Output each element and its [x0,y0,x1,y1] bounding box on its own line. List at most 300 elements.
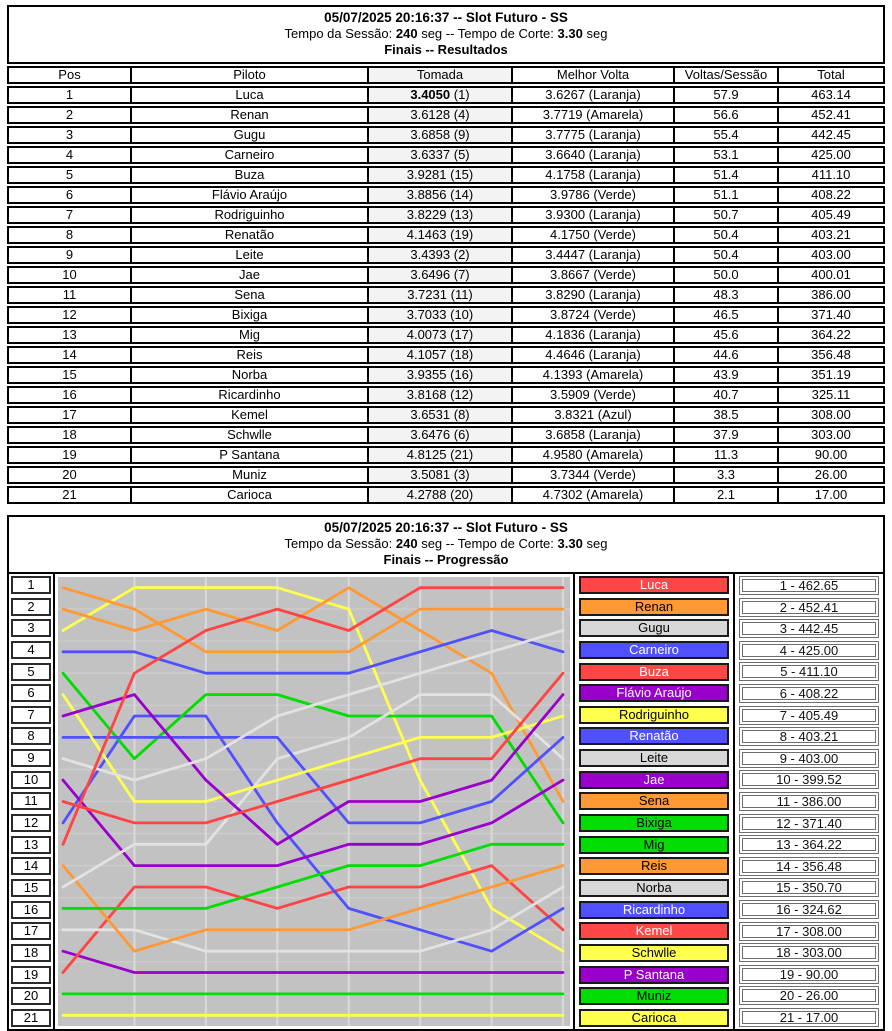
tomada-rank: (15) [450,167,474,182]
legend-name-box: Buza [579,663,729,681]
table-row [7,446,885,464]
results-subtitle: Finais -- Resultados [384,42,508,57]
tempo-mid: seg -- Tempo de Corte: [421,26,554,41]
table-row [7,346,885,364]
tomada-value: 3.6496 [410,267,451,282]
legend-score-value: 17 - 308.00 [742,925,876,938]
position-box: 19 [11,966,51,984]
cell-tomada [369,326,513,344]
cell-piloto: P Santana [132,446,369,464]
cell-tomada [369,146,513,164]
cell-piloto: Buza [132,166,369,184]
legend-score-box [739,749,879,768]
legend-score-value: 10 - 399.52 [742,773,876,786]
cell-piloto: Rodriguinho [132,206,369,224]
cell-piloto: Luca [132,86,369,104]
cell-tomada [369,286,513,304]
results-panel [7,5,885,506]
cell-tomada [369,106,513,124]
legend-score-box [739,684,879,703]
cell-pos: 17 [7,406,132,424]
cell-total: 425.00 [779,146,885,164]
cell-pos: 8 [7,226,132,244]
cell-tomada [369,266,513,284]
cell-total: 325.11 [779,386,885,404]
cell-total: 463.14 [779,86,885,104]
cell-pos: 10 [7,266,132,284]
legend-score-value: 12 - 371.40 [742,817,876,830]
cell-piloto: Jae [132,266,369,284]
cell-voltas: 46.5 [675,306,779,324]
legend-name-box: Muniz [579,987,729,1005]
legend-score-value: 13 - 364.22 [742,838,876,851]
column-header: Voltas/Sessão [675,66,779,84]
legend-score-box [739,814,879,833]
table-row [7,146,885,164]
cell-melhor-volta: 4.7302 (Amarela) [513,486,675,504]
cell-melhor-volta: 3.8321 (Azul) [513,406,675,424]
tomada-rank: (4) [453,107,470,122]
legend-score-value: 3 - 442.45 [742,622,876,635]
legend-name-box: Kemel [579,922,729,940]
legend-score-box [739,857,879,876]
cell-tomada [369,226,513,244]
cell-piloto: Sena [132,286,369,304]
tomada-value: 3.6337 [410,147,451,162]
cell-pos: 7 [7,206,132,224]
tomada-value: 3.7033 [406,307,447,322]
cell-total: 386.00 [779,286,885,304]
legend-score-value: 7 - 405.49 [742,709,876,722]
cell-melhor-volta: 4.1758 (Laranja) [513,166,675,184]
cell-voltas: 51.4 [675,166,779,184]
cell-voltas: 57.9 [675,86,779,104]
cell-melhor-volta: 3.5909 (Verde) [513,386,675,404]
legend-scores-column [735,574,883,1029]
position-box: 12 [11,814,51,832]
position-box: 4 [11,641,51,659]
tempo-value: 240 [395,536,418,551]
cell-tomada [369,166,513,184]
legend-names-column [575,574,735,1029]
legend-name-box: Rodriguinho [579,706,729,724]
cell-voltas: 50.0 [675,266,779,284]
cell-melhor-volta: 4.1750 (Verde) [513,226,675,244]
column-header: Melhor Volta [513,66,675,84]
cell-total: 408.22 [779,186,885,204]
legend-score-value: 6 - 408.22 [742,687,876,700]
tomada-rank: (17) [450,327,474,342]
cell-tomada [369,186,513,204]
table-row [7,386,885,404]
progression-chart [58,577,570,1026]
legend-score-box [739,619,879,638]
tomada-rank: (12) [450,387,474,402]
table-row [7,426,885,444]
cell-piloto: Carioca [132,486,369,504]
legend-score-box [739,598,879,617]
cell-tomada [369,426,513,444]
legend-score-value: 16 - 324.62 [742,903,876,916]
cell-tomada [369,406,513,424]
corte-value: 3.30 [557,536,583,551]
seg-suffix: seg [586,536,608,551]
tomada-value: 3.5081 [410,467,451,482]
table-row [7,206,885,224]
cell-piloto: Reis [132,346,369,364]
cell-tomada [369,446,513,464]
cell-total: 356.48 [779,346,885,364]
cell-pos: 19 [7,446,132,464]
tomada-value: 3.6858 [410,127,451,142]
table-row [7,266,885,284]
position-box: 9 [11,749,51,767]
legend-score-box [739,662,879,681]
position-box: 3 [11,619,51,637]
legend-score-box [739,835,879,854]
cell-melhor-volta: 4.1393 (Amarela) [513,366,675,384]
seg-suffix: seg [586,26,608,41]
cell-melhor-volta: 4.4646 (Laranja) [513,346,675,364]
table-row [7,366,885,384]
cell-pos: 14 [7,346,132,364]
tomada-value: 4.1463 [406,227,447,242]
legend-name-box: Sena [579,792,729,810]
legend-name-box: Renatão [579,727,729,745]
legend-score-box [739,943,879,962]
cell-piloto: Kemel [132,406,369,424]
cell-melhor-volta: 3.8667 (Verde) [513,266,675,284]
cell-pos: 6 [7,186,132,204]
cell-melhor-volta: 3.7719 (Amarela) [513,106,675,124]
table-row [7,186,885,204]
cell-total: 411.10 [779,166,885,184]
cell-voltas: 38.5 [675,406,779,424]
position-box: 17 [11,922,51,940]
cell-voltas: 3.3 [675,466,779,484]
position-box: 10 [11,771,51,789]
tomada-value: 4.0073 [406,327,447,342]
cell-tomada [369,346,513,364]
progression-body [9,574,883,1029]
cell-tomada [369,246,513,264]
tomada-value: 3.4393 [410,247,451,262]
position-box: 5 [11,663,51,681]
cell-melhor-volta: 3.8724 (Verde) [513,306,675,324]
position-box: 20 [11,987,51,1005]
cell-melhor-volta: 4.9580 (Amarela) [513,446,675,464]
legend-score-box [739,727,879,746]
cell-melhor-volta: 3.6640 (Laranja) [513,146,675,164]
cell-piloto: Renatão [132,226,369,244]
legend-score-box [739,900,879,919]
legend-name-box: Renan [579,598,729,616]
tomada-value: 3.6531 [410,407,451,422]
position-box: 18 [11,944,51,962]
cell-pos: 15 [7,366,132,384]
cell-pos: 2 [7,106,132,124]
cell-total: 351.19 [779,366,885,384]
legend-name-box: Luca [579,576,729,594]
cell-pos: 18 [7,426,132,444]
tomada-rank: (9) [453,127,470,142]
legend-score-box [739,922,879,941]
cell-tomada [369,466,513,484]
session-info [9,536,883,552]
tomada-value: 4.8125 [406,447,447,462]
legend-score-box [739,986,879,1005]
legend-score-box [739,792,879,811]
position-box: 14 [11,857,51,875]
cell-pos: 21 [7,486,132,504]
tomada-rank: (5) [453,147,470,162]
cell-melhor-volta: 3.6267 (Laranja) [513,86,675,104]
cell-piloto: Carneiro [132,146,369,164]
cell-voltas: 56.6 [675,106,779,124]
cell-piloto: Bixiga [132,306,369,324]
cell-total: 405.49 [779,206,885,224]
tomada-rank: (3) [453,467,470,482]
cell-total: 371.40 [779,306,885,324]
corte-value: 3.30 [557,26,583,41]
cell-pos: 13 [7,326,132,344]
cell-pos: 9 [7,246,132,264]
tomada-value: 3.6476 [410,427,451,442]
cell-melhor-volta: 3.9300 (Laranja) [513,206,675,224]
column-header: Total [779,66,885,84]
position-box: 7 [11,706,51,724]
cell-voltas: 50.7 [675,206,779,224]
legend-name-box: Schwlle [579,944,729,962]
legend-score-value: 21 - 17.00 [742,1011,876,1024]
column-header: Pos [7,66,132,84]
legend-name-box: Leite [579,749,729,767]
cell-tomada [369,366,513,384]
table-row [7,126,885,144]
legend-score-box [739,1008,879,1027]
cell-voltas: 50.4 [675,226,779,244]
cell-total: 26.00 [779,466,885,484]
cell-piloto: Mig [132,326,369,344]
tomada-rank: (13) [450,207,474,222]
tomada-rank: (1) [453,87,470,102]
cell-melhor-volta: 3.7344 (Verde) [513,466,675,484]
session-title: 05/07/2025 20:16:37 -- Slot Futuro - SS [324,520,568,535]
cell-pos: 12 [7,306,132,324]
cell-total: 17.00 [779,486,885,504]
position-box: 8 [11,727,51,745]
legend-score-value: 11 - 386.00 [742,795,876,808]
legend-name-box: Flávio Araújo [579,684,729,702]
cell-tomada [369,386,513,404]
tomada-value: 3.8229 [406,207,447,222]
tomada-rank: (7) [453,267,470,282]
cell-melhor-volta: 3.6858 (Laranja) [513,426,675,444]
legend-name-box: Gugu [579,619,729,637]
legend-score-box [739,641,879,660]
cell-voltas: 43.9 [675,366,779,384]
tempo-mid: seg -- Tempo de Corte: [421,536,554,551]
cell-piloto: Gugu [132,126,369,144]
legend-score-value: 9 - 403.00 [742,752,876,765]
cell-piloto: Ricardinho [132,386,369,404]
cell-total: 403.00 [779,246,885,264]
cell-melhor-volta: 3.4447 (Laranja) [513,246,675,264]
tomada-rank: (16) [450,367,474,382]
table-row [7,326,885,344]
progression-subtitle: Finais -- Progressão [383,552,509,567]
tempo-label: Tempo da Sessão: [284,26,393,41]
legend-score-value: 8 - 403.21 [742,730,876,743]
cell-total: 442.45 [779,126,885,144]
table-row [7,306,885,324]
cell-melhor-volta: 3.7775 (Laranja) [513,126,675,144]
cell-tomada [369,86,513,104]
table-row [7,486,885,504]
cell-voltas: 11.3 [675,446,779,464]
cell-piloto: Norba [132,366,369,384]
cell-total: 303.00 [779,426,885,444]
tomada-rank: (19) [450,227,474,242]
position-column [9,574,55,1029]
legend-name-box: Carneiro [579,641,729,659]
cell-melhor-volta: 3.8290 (Laranja) [513,286,675,304]
tempo-value: 240 [395,26,418,41]
cell-voltas: 48.3 [675,286,779,304]
table-row [7,226,885,244]
cell-total: 364.22 [779,326,885,344]
cell-total: 400.01 [779,266,885,284]
cell-piloto: Renan [132,106,369,124]
cell-tomada [369,306,513,324]
position-box: 15 [11,879,51,897]
cell-pos: 11 [7,286,132,304]
position-box: 21 [11,1009,51,1027]
legend-score-box [739,770,879,789]
cell-voltas: 45.6 [675,326,779,344]
legend-name-box: Ricardinho [579,901,729,919]
legend-score-value: 2 - 452.41 [742,601,876,614]
tomada-rank: (6) [453,427,470,442]
cell-voltas: 50.4 [675,246,779,264]
legend-score-value: 14 - 356.48 [742,860,876,873]
cell-total: 308.00 [779,406,885,424]
cell-pos: 4 [7,146,132,164]
legend-name-box: Mig [579,836,729,854]
cell-melhor-volta: 3.9786 (Verde) [513,186,675,204]
cell-total: 452.41 [779,106,885,124]
cell-pos: 20 [7,466,132,484]
tempo-label: Tempo da Sessão: [284,536,393,551]
legend-name-box: Bixiga [579,814,729,832]
position-box: 6 [11,684,51,702]
table-row [7,466,885,484]
column-header: Piloto [132,66,369,84]
results-title-block [7,5,885,64]
legend-name-box: Jae [579,771,729,789]
tomada-rank: (10) [450,307,474,322]
cell-pos: 1 [7,86,132,104]
tomada-rank: (20) [450,487,474,502]
table-row [7,286,885,304]
cell-piloto: Schwlle [132,426,369,444]
cell-voltas: 40.7 [675,386,779,404]
tomada-value: 4.1057 [406,347,447,362]
tomada-value: 4.2788 [406,487,447,502]
table-row [7,166,885,184]
cell-tomada [369,206,513,224]
legend-score-box [739,576,879,595]
results-table [7,64,885,506]
tomada-value: 3.8168 [406,387,447,402]
cell-piloto: Leite [132,246,369,264]
legend-score-box [739,965,879,984]
cell-voltas: 55.4 [675,126,779,144]
tomada-value: 3.4050 [410,87,451,102]
position-box: 11 [11,792,51,810]
chart-frame [55,574,575,1029]
legend-score-value: 20 - 26.00 [742,989,876,1002]
position-box: 1 [11,576,51,594]
legend-name-box: Reis [579,857,729,875]
tomada-value: 3.9355 [406,367,447,382]
cell-tomada [369,486,513,504]
table-row [7,406,885,424]
cell-melhor-volta: 4.1836 (Laranja) [513,326,675,344]
cell-piloto: Flávio Araújo [132,186,369,204]
legend-name-box: Carioca [579,1009,729,1027]
legend-score-box [739,878,879,897]
legend-score-value: 5 - 411.10 [742,665,876,678]
table-row [7,246,885,264]
legend-score-value: 19 - 90.00 [742,968,876,981]
cell-piloto: Muniz [132,466,369,484]
cell-voltas: 2.1 [675,486,779,504]
tomada-value: 3.9281 [406,167,447,182]
legend-score-value: 18 - 303.00 [742,946,876,959]
position-box: 2 [11,598,51,616]
results-header-row [7,66,885,84]
tomada-value: 3.7231 [407,287,447,302]
column-header: Tomada [369,66,513,84]
cell-voltas: 44.6 [675,346,779,364]
table-row [7,86,885,104]
cell-pos: 5 [7,166,132,184]
table-row [7,106,885,124]
tomada-rank: (14) [450,187,474,202]
progression-panel [7,515,885,1031]
cell-voltas: 37.9 [675,426,779,444]
legend-score-value: 4 - 425.00 [742,644,876,657]
position-box: 13 [11,836,51,854]
tomada-rank: (2) [453,247,470,262]
session-info [9,26,883,42]
tomada-value: 3.8856 [406,187,447,202]
cell-tomada [369,126,513,144]
cell-voltas: 51.1 [675,186,779,204]
legend-name-box: Norba [579,879,729,897]
session-title: 05/07/2025 20:16:37 -- Slot Futuro - SS [324,10,568,25]
legend-score-value: 1 - 462.65 [742,579,876,592]
position-box: 16 [11,901,51,919]
legend-score-value: 15 - 350.70 [742,881,876,894]
tomada-rank: (11) [450,287,473,302]
tomada-rank: (8) [453,407,470,422]
legend-score-box [739,706,879,725]
cell-pos: 16 [7,386,132,404]
tomada-value: 3.6128 [410,107,451,122]
tomada-rank: (21) [450,447,474,462]
